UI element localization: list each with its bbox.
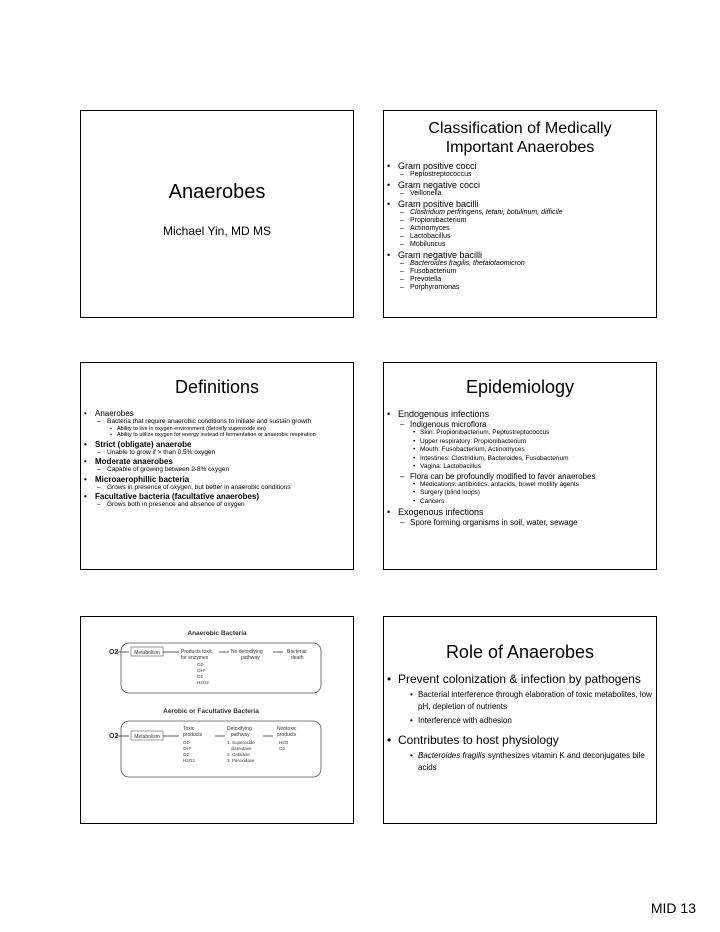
enzyme-label: dismutase <box>231 746 252 751</box>
species-name: Bacteroides fragilis <box>418 751 486 760</box>
heading-line-1: Classification of Medically <box>428 120 612 137</box>
slide-author: Michael Yin, MD MS <box>162 224 272 238</box>
slide-definitions <box>80 362 354 570</box>
species-label: OH* <box>197 668 206 673</box>
list-item: • Contributes to host physiology <box>384 733 656 748</box>
list-item: • Ability to utilize oxygen for energy instead of fermentation or anaerobic respiration <box>81 432 353 439</box>
slide-role <box>383 616 657 824</box>
list-item: • Moderate anaerobes <box>81 457 353 466</box>
pathway-label: pathway <box>241 655 260 661</box>
list-item: • Ability to live in oxygen environment (detoxify superoxide ion) <box>81 426 353 433</box>
list-item: • Gram positive bacilli <box>384 199 656 209</box>
list-item: – Clostridium perfringens, tetani, botulinum, difficile <box>384 209 656 217</box>
list-item: • Cancers <box>384 498 656 507</box>
metabolism-label: Metabolism <box>134 734 160 740</box>
list-item: • Gram positive cocci <box>384 161 656 171</box>
list-item: • Surgery (blind loops) <box>384 489 656 498</box>
enzyme-label: 3. Peroxidase <box>227 758 255 763</box>
list-item: – Propionibacterium <box>384 217 656 225</box>
products-toxic-label: Products toxic <box>181 649 213 655</box>
list-item: • Prevent colonization & infection by pathogens <box>384 672 656 687</box>
products-label: products <box>183 732 203 738</box>
list-item: • Vagina: Lactobacillus <box>384 463 656 472</box>
species-label: H2O2 <box>183 758 195 763</box>
nontoxic-product-label: O2 <box>279 746 286 751</box>
list-item: – Veillonella <box>384 190 656 198</box>
list-item: – Bacteroides fragilis, thetaiotaomicron <box>384 260 656 268</box>
o2-label: O2 <box>109 649 119 656</box>
species-label: O2 <box>197 674 204 679</box>
slide-title-heading: Anaerobes <box>168 181 266 203</box>
list-item: – Spore forming organisms in soil, water, sewage <box>384 518 656 527</box>
list-item: • Endogenous infections <box>384 409 656 420</box>
list-item: • Microaerophillic bacteria <box>81 475 353 484</box>
list-item: – Grows both in presence and absence of oxygen <box>81 501 353 509</box>
list-item: – Grows in presence of oxygen, but better in anaerobic conditions <box>81 484 353 492</box>
species-label: O2- <box>197 662 205 667</box>
classification-list <box>384 161 656 292</box>
bacteria-diagram <box>81 617 353 823</box>
list-item: – Mobiluncus <box>384 241 656 249</box>
bacterial-label: Bacterial <box>287 649 307 655</box>
species-label: O2 <box>183 752 190 757</box>
list-item: – Bacteria that require anaerobic conditions to initiate and sustain growth <box>81 418 353 426</box>
products-label: products <box>277 732 297 738</box>
aerobic-title: Aerobic or Facultative Bacteria <box>163 708 259 715</box>
list-item: – Actinomyces <box>384 225 656 233</box>
o2-label: O2 <box>109 733 119 740</box>
slide-heading: Role of Anaerobes <box>445 642 595 662</box>
slide-heading <box>384 119 656 157</box>
list-item: • Gram negative bacilli <box>384 250 656 260</box>
species-label: O2- <box>183 740 191 745</box>
metabolism-label: Metabolism <box>134 650 160 656</box>
enzyme-label: 2. Catalase <box>227 752 250 757</box>
list-item: • Strict (obligate) anaerobe <box>81 440 353 449</box>
list-item: • Skin: Propionibacterium, Peptostreptococcus <box>384 429 656 438</box>
slide-title <box>80 110 354 318</box>
species-label: OH* <box>183 746 192 751</box>
list-item: • Medications: antibiotics, antacids, bowel motility agents <box>384 481 656 490</box>
toxic-label: Toxic <box>183 726 195 732</box>
list-item: – Flora can be profoundly modified to favor anaerobes <box>384 472 656 481</box>
list-item <box>384 750 656 774</box>
pathway-label: pathway <box>231 732 250 738</box>
species-label: H2O2 <box>197 680 209 685</box>
definitions-list <box>81 409 353 509</box>
enzyme-label: 1. Superoxide <box>227 740 255 745</box>
list-item-text: synthesizes vitamin K and deconjugates bile acids <box>418 751 645 772</box>
list-item: – Unable to grow if > than 0.5% oxygen <box>81 449 353 457</box>
list-item: • Bacterial interference through elaboration of toxic metabolites, low pH, depletion of nutrients <box>384 689 656 713</box>
epidemiology-list <box>384 409 656 527</box>
death-label: death <box>291 655 304 661</box>
role-list <box>384 672 656 774</box>
list-item: • Mouth: Fusobacterium, Actinomyces <box>384 446 656 455</box>
list-item: • Interference with adhesion <box>384 715 656 727</box>
list-item: – Capable of growing between 2-8% oxygen <box>81 466 353 474</box>
slide-classification <box>383 110 657 318</box>
slide-diagram <box>80 616 354 824</box>
detoxifying-label: Detoxifying <box>227 726 252 732</box>
list-item: – Lactobacillus <box>384 233 656 241</box>
nontoxic-product-label: H2O <box>279 740 289 745</box>
slide-heading: Definitions <box>174 377 260 397</box>
anaerobic-title: Anaerobic Bacteria <box>187 630 247 637</box>
list-item: – Prevotella <box>384 276 656 284</box>
no-detox-label: No detoxifying <box>231 649 263 655</box>
list-item: – Peptostreptococcus <box>384 171 656 179</box>
list-item: • Anaerobes <box>81 409 353 418</box>
heading-line-2: Important Anaerobes <box>445 139 595 156</box>
page-label: MID 13 <box>650 900 696 916</box>
list-item: • Upper respiratory: Propionibacterium <box>384 438 656 447</box>
nontoxic-label: Nontoxic <box>277 726 297 732</box>
for-enzymes-label: for enzymes <box>181 655 209 661</box>
list-item: • Intestines: Clostridium, Bacteroides, Fusobacterium <box>384 455 656 464</box>
list-item: • Exogenous infections <box>384 507 656 518</box>
list-item: – Indigenous microflora <box>384 420 656 429</box>
slide-epidemiology <box>383 362 657 570</box>
list-item: – Fusobacterium <box>384 268 656 276</box>
list-item: • Gram negative cocci <box>384 180 656 190</box>
slide-heading: Epidemiology <box>465 377 575 397</box>
list-item: • Facultative bacteria (facultative anaerobes) <box>81 492 353 501</box>
list-item: – Porphyromonas <box>384 284 656 292</box>
